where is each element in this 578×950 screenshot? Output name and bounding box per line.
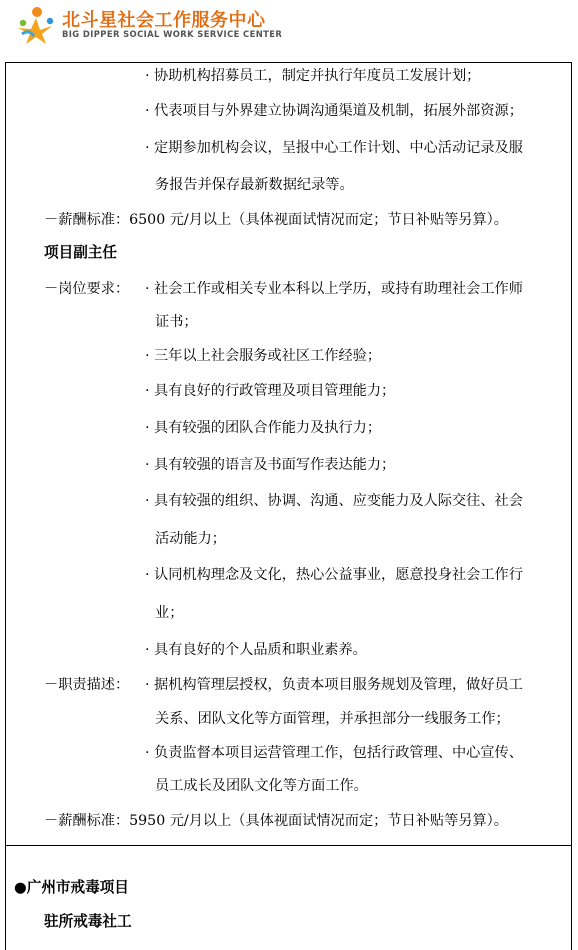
requirement-item: · 社会工作或相关专业本科以上学历，或持有助理社会工作师 — [145, 281, 523, 297]
requirement-item-cont: 活动能力； — [155, 531, 226, 547]
logo-star-icon — [14, 4, 58, 46]
salary-line: －薪酬标准：5950 元/月以上（具体视面试情况而定；节日补贴等另算）。 — [44, 813, 508, 829]
duty-item: · 据机构管理层授权，负责本项目服务规划及管理，做好员工 — [145, 677, 523, 693]
requirement-item: · 具有良好的行政管理及项目管理能力； — [145, 383, 396, 399]
org-name: 北斗星社会工作服务中心 — [62, 10, 266, 31]
duty-item: · 代表项目与外界建立协调沟通渠道及机制，拓展外部资源； — [145, 103, 523, 119]
requirement-item-cont: 业； — [155, 605, 184, 621]
org-name-english: BIG DIPPER SOCIAL WORK SERVICE CENTER — [62, 29, 283, 39]
project-heading: ●广州市戒毒项目 — [14, 879, 129, 896]
duty-item-cont: 务报告并保存最新数据纪录等。 — [155, 177, 354, 193]
duties-label: －职责描述： — [44, 677, 130, 693]
requirement-item-cont: 证书； — [155, 314, 198, 330]
duty-item-cont: 员工成长及团队文化等方面工作。 — [155, 778, 368, 794]
position-title: 项目副主任 — [44, 244, 117, 261]
duty-item: · 定期参加机构会议，呈报中心工作计划、中心活动记录及服 — [145, 140, 523, 156]
content-frame-lower — [5, 845, 572, 950]
requirements-label: －岗位要求： — [44, 281, 130, 297]
salary-line: －薪酬标准：6500 元/月以上（具体视面试情况而定；节日补贴等另算）。 — [44, 212, 508, 228]
requirement-item: · 具有较强的团队合作能力及执行力； — [145, 420, 382, 436]
requirement-item: · 三年以上社会服务或社区工作经验； — [145, 348, 382, 364]
duty-item: · 负责监督本项目运营管理工作，包括行政管理、中心宣传、 — [145, 745, 523, 761]
requirement-item: · 具有较强的组织、协调、沟通、应变能力及人际交往、社会 — [145, 493, 523, 509]
header — [0, 0, 578, 52]
requirement-item: · 具有良好的个人品质和职业素养。 — [145, 642, 367, 658]
requirement-item: · 认同机构理念及文化，热心公益事业，愿意投身社会工作行 — [145, 567, 523, 583]
duty-item: · 协助机构招募员工，制定并执行年度员工发展计划； — [145, 68, 481, 84]
position-title: 驻所戒毒社工 — [44, 913, 132, 930]
requirement-item: · 具有较强的语言及书面写作表达能力； — [145, 457, 396, 473]
duty-item-cont: 关系、团队文化等方面管理，并承担部分一线服务工作； — [155, 711, 510, 727]
